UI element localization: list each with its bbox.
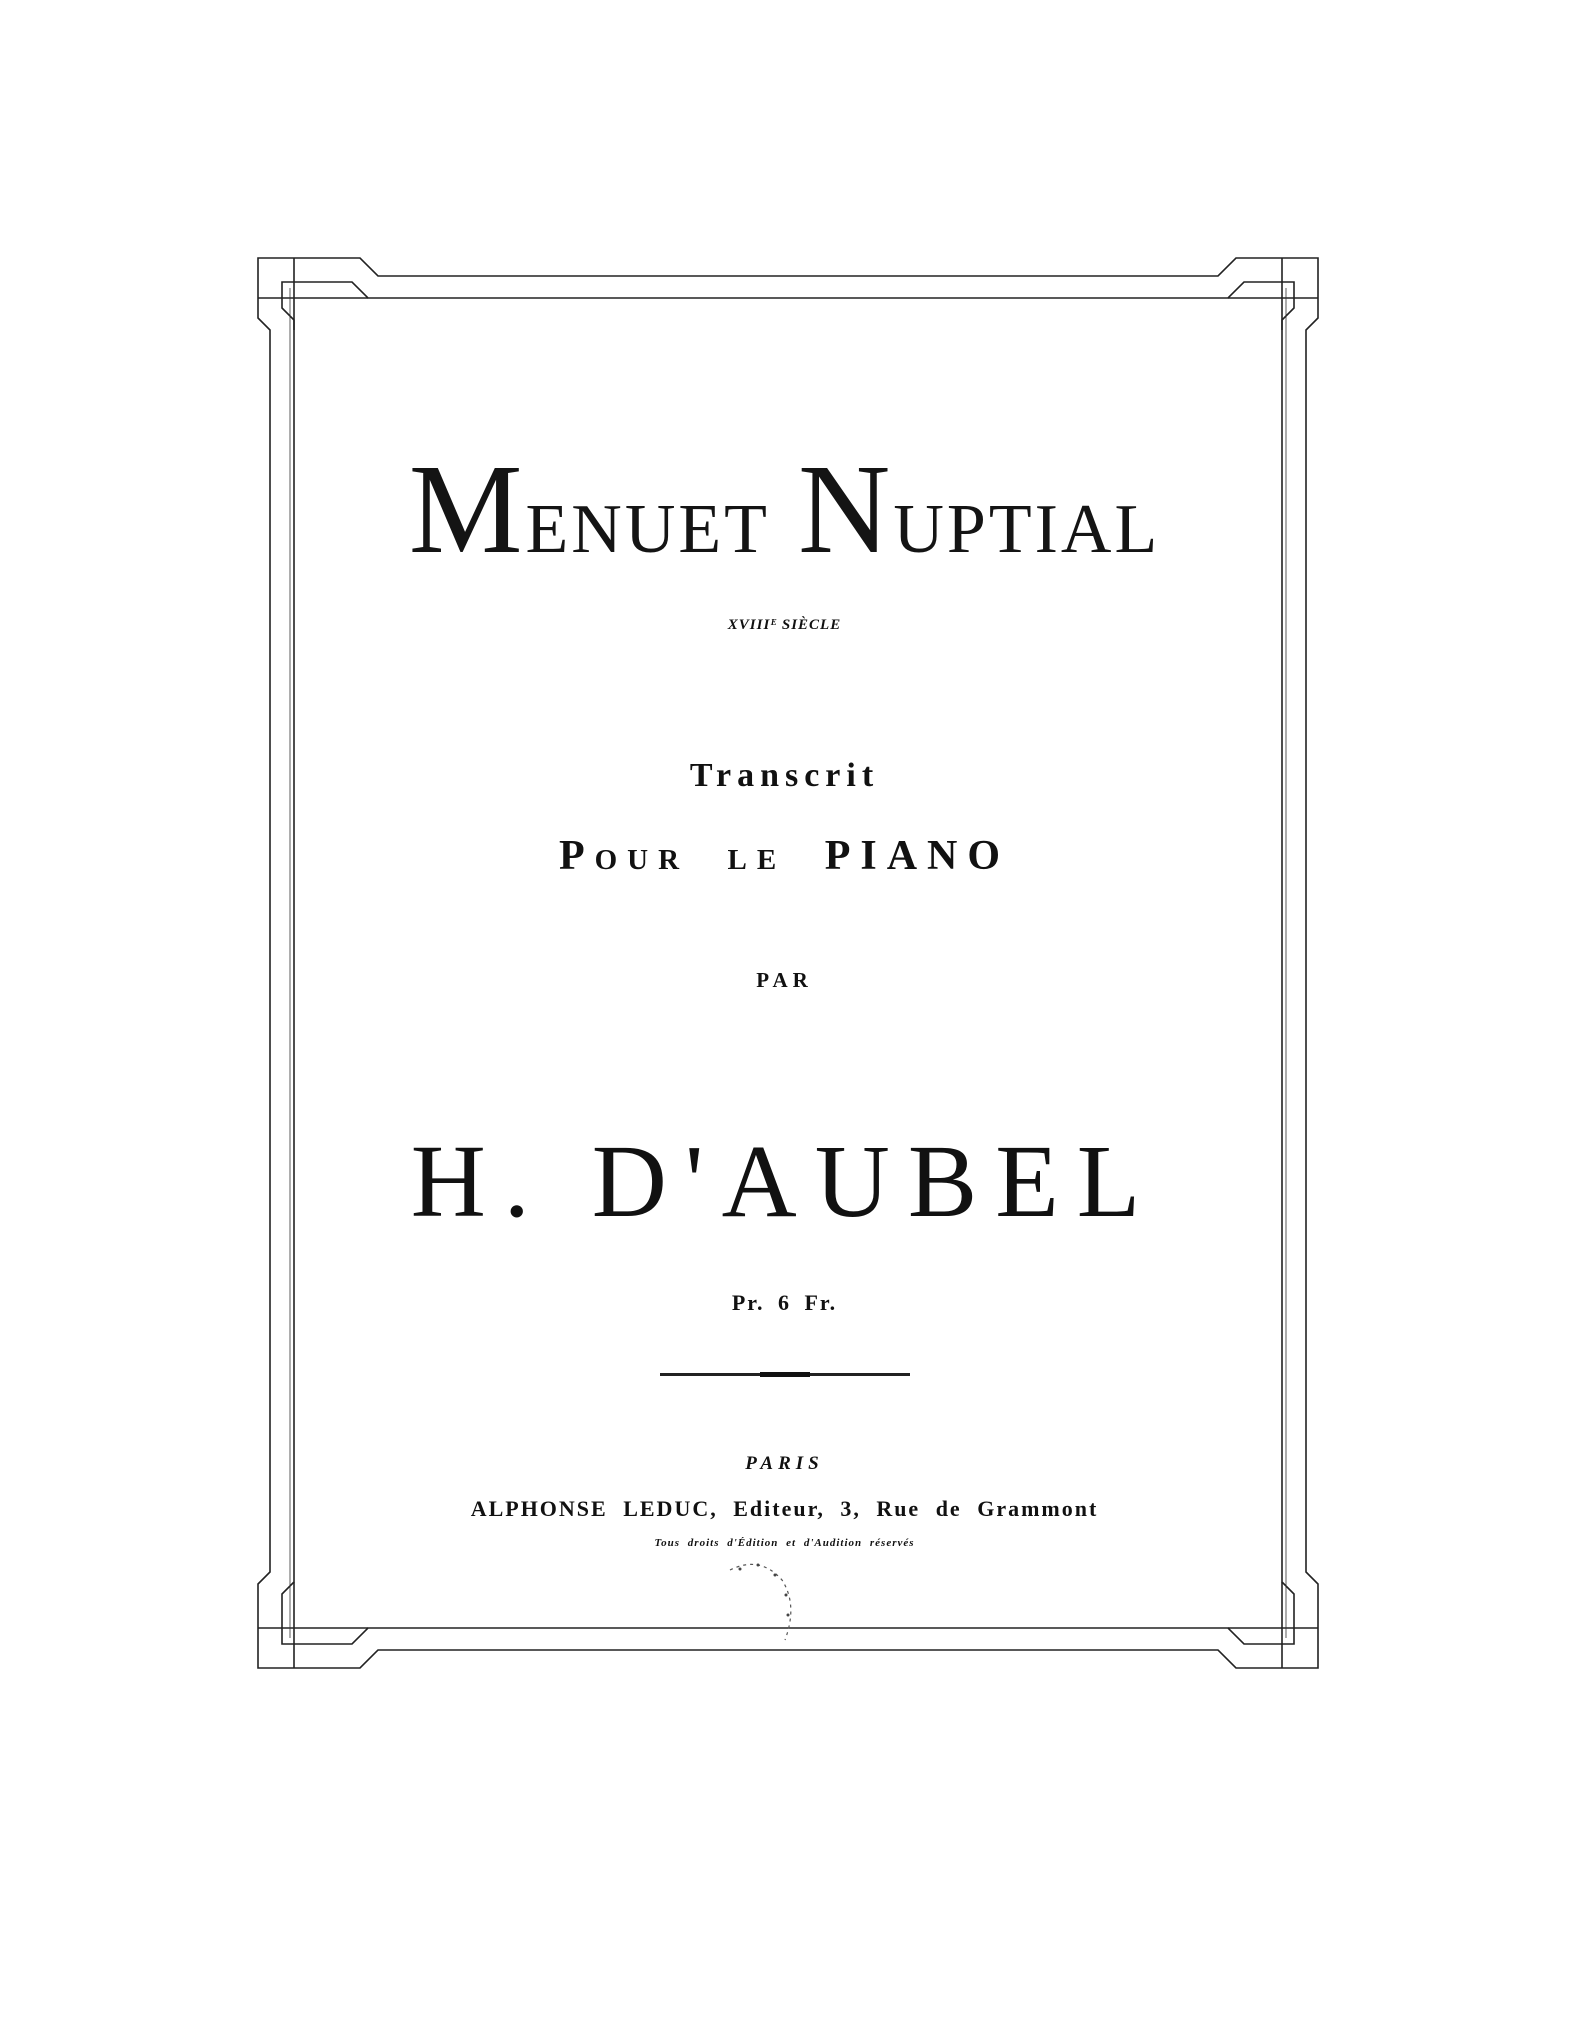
title-word-nuptial: Nuptial (797, 438, 1161, 580)
library-stamp-icon (720, 1555, 800, 1655)
rights-notice: Tous droits d'Édition et d'Audition réservés (654, 1537, 915, 1549)
decorative-rule-center (760, 1372, 810, 1377)
price-text: Pr. 6 Fr. (731, 1290, 838, 1315)
transcrit-text: Transcrit (689, 757, 880, 794)
instrument-line: Pour le PIANO (558, 833, 1011, 879)
publisher-line: ALPHONSE LEDUC, Editeur, 3, Rue de Grammont (470, 1496, 1099, 1521)
century-subtitle: XVIIIᴱ SIÈCLE (727, 617, 842, 633)
composer-name: H. D'AUBEL (410, 1124, 1159, 1239)
title-word-menuet: Menuet (408, 438, 770, 580)
par-text: PAR (756, 968, 813, 992)
main-title (0, 438, 1569, 580)
city-text: PARIS (745, 1453, 824, 1474)
